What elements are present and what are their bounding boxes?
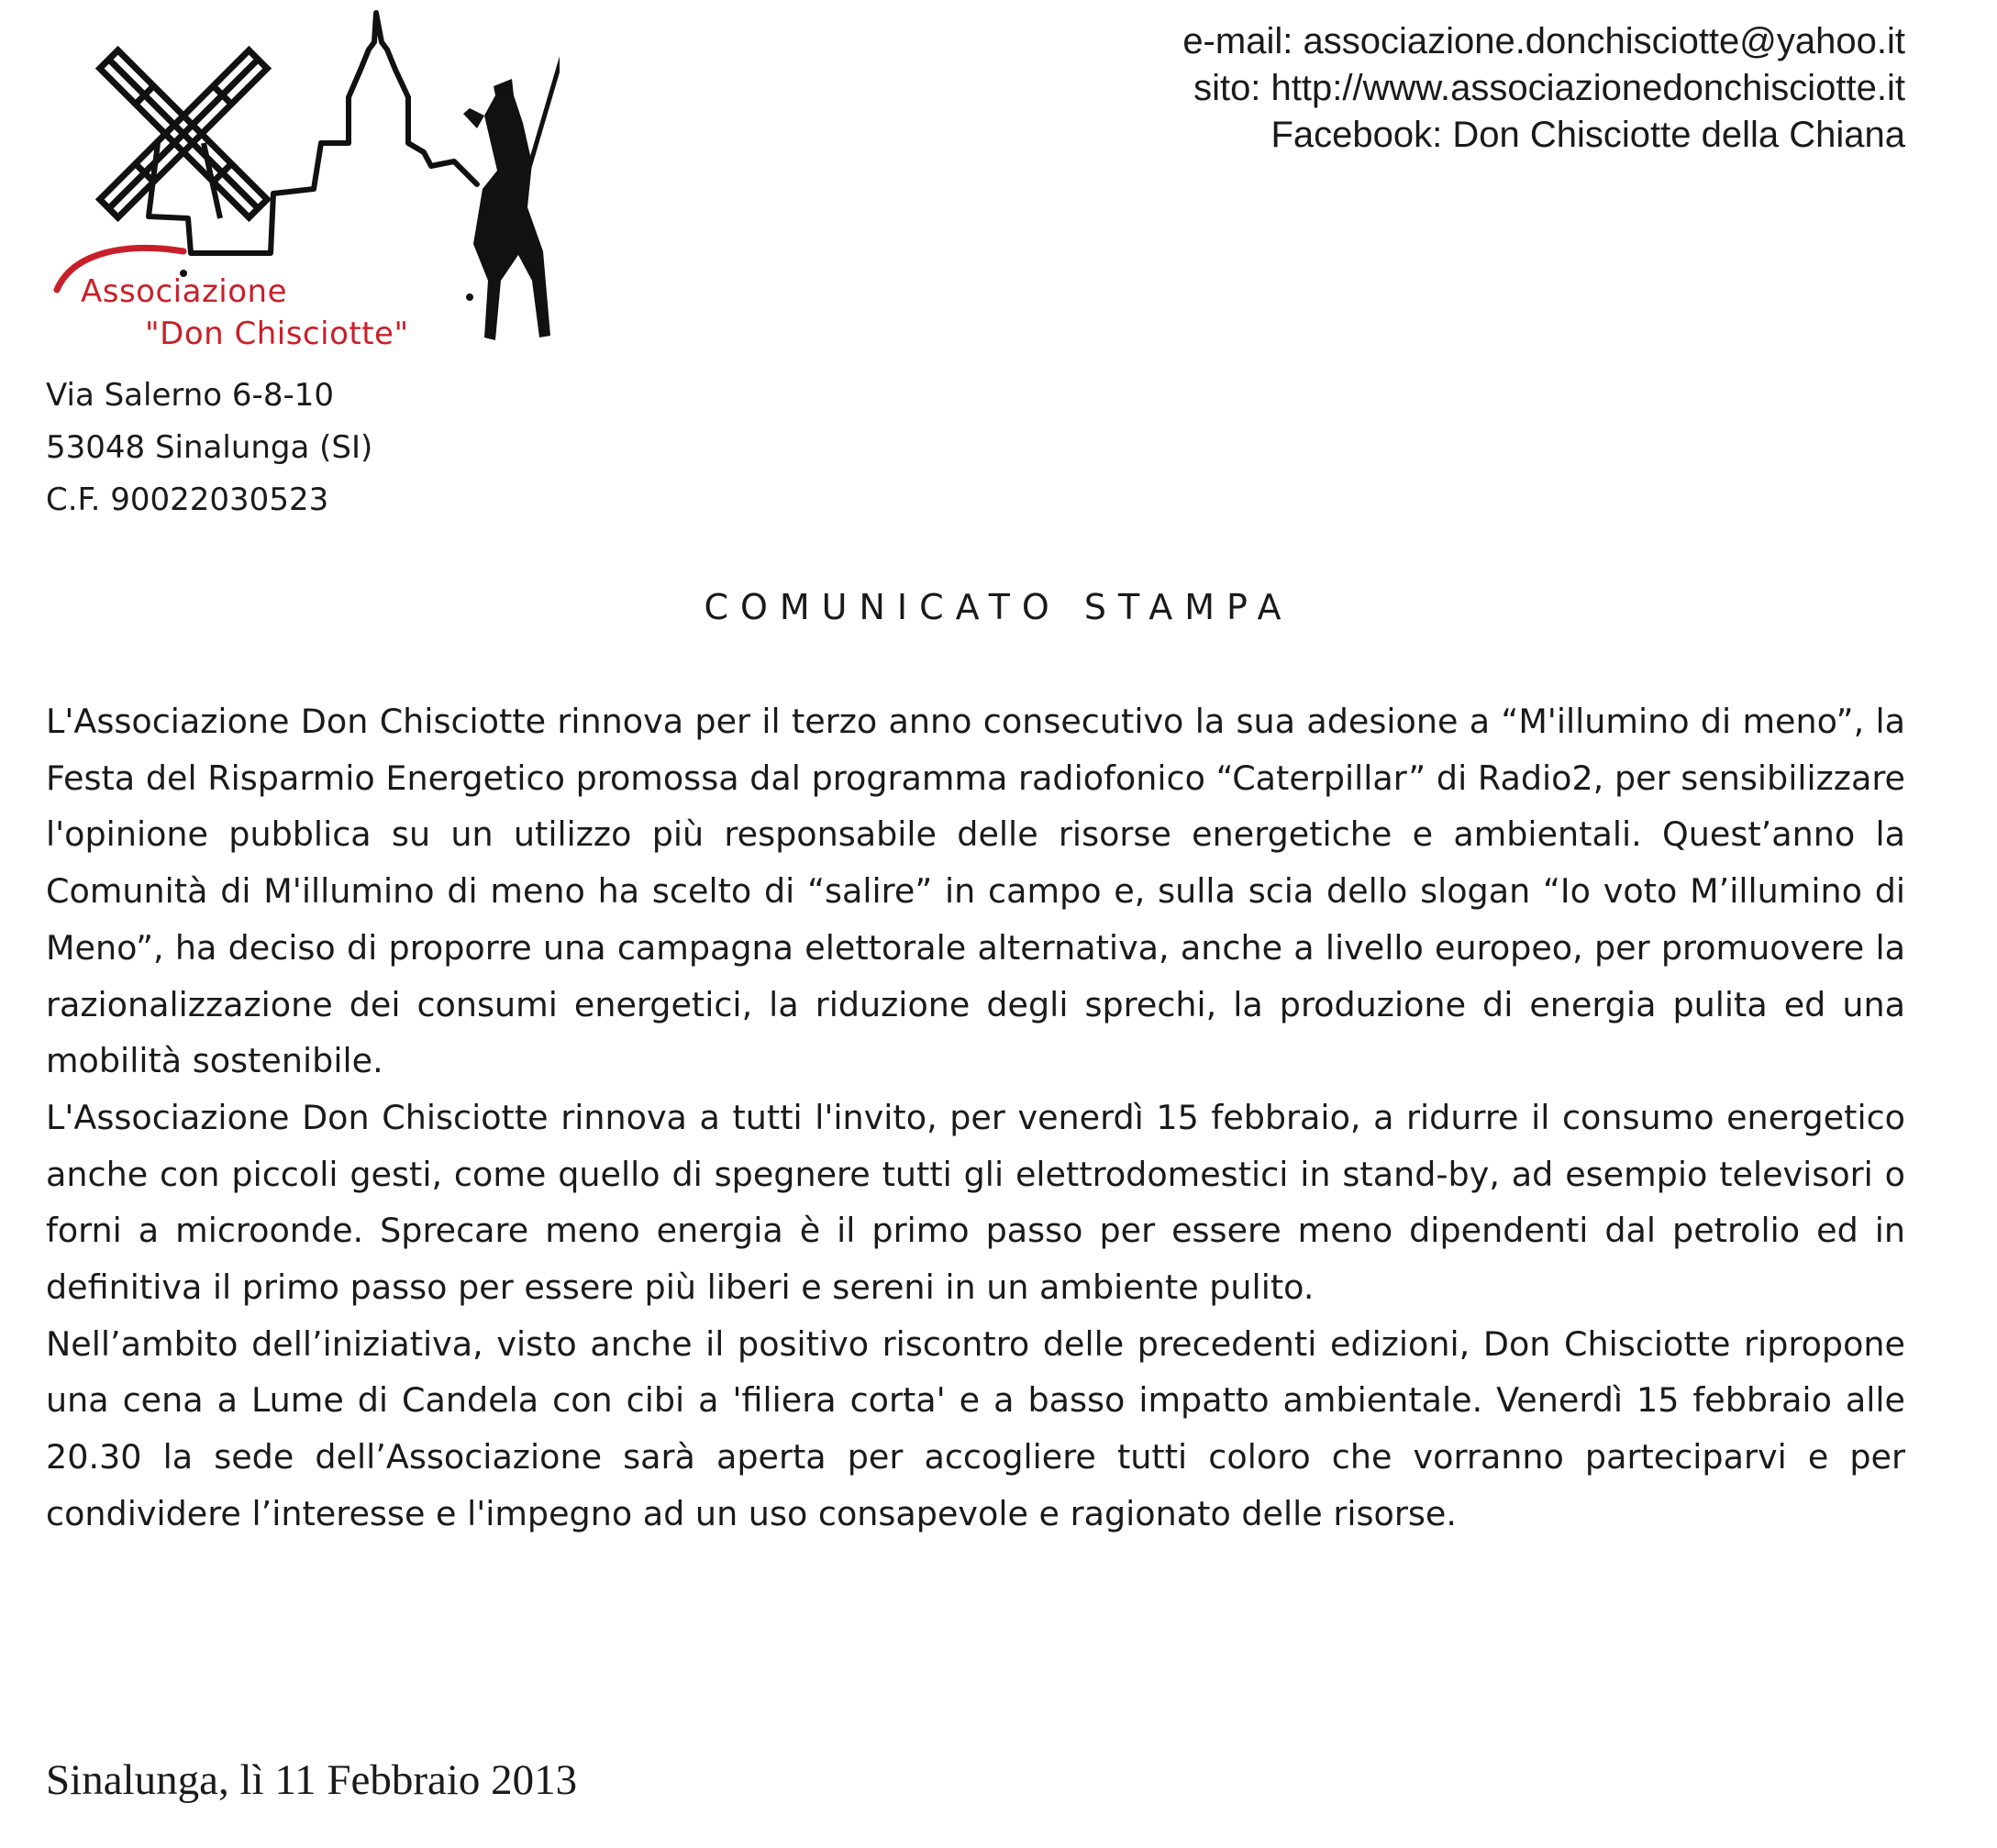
email-line: e-mail: associazione.donchisciotte@yahoo.it [1182, 21, 1905, 61]
logo-name-label: "Don Chisciotte" [145, 315, 409, 352]
contact-block [1182, 18, 1905, 159]
dateline: Sinalunga, lì 11 Febbraio 2013 [46, 1756, 578, 1804]
address-street: Via Salerno 6-8-10 [46, 377, 334, 414]
paragraph-2: L'Associazione Don Chisciotte rinnova a tutti l'invito, per venerdì 15 febbraio, a ridurre il consumo energetico anche con piccoli gesti, come quello di spegnere tutti gli elettrodomestici in stand-by, ad esempio televisori o forni a microonde. Sprecare meno energia è il primo passo per essere meno dipendenti dal petrolio ed in definitiva il primo passo per essere più liberi e sereni in un ambiente pulito. [46, 1097, 1905, 1308]
logo-association-label: Associazione [81, 273, 288, 310]
facebook-line: Facebook: Don Chisciotte della Chiana [1270, 115, 1905, 155]
website-line: sito: http://www.associazionedonchisciotte.it [1193, 68, 1905, 108]
document-title: COMUNICATO STAMPA [704, 587, 1293, 627]
address-city: 53048 Sinalunga (SI) [46, 429, 373, 466]
paragraph-1: L'Associazione Don Chisciotte rinnova per il terzo anno consecutivo la sua adesione a “M'illumino di meno”, la Festa del Risparmio Energetico promossa dal programma radiofonico “Caterpillar” di Radio2, per sensibilizzare l'opinione pubblica su un utilizzo più responsabile delle risorse energetiche e ambientali. Quest’anno la Comunità di M'illumino di meno ha scelto di “salire” in campo e, sulla scia dello slogan “Io voto M’illumino di Meno”, ha deciso di proporre una campagna elettorale alternativa, anche a livello europeo, per promuovere la razionalizzazione dei consumi energetici, la riduzione degli sprechi, la produzione di energia pulita ed una mobilità sostenibile. [46, 702, 1905, 1081]
fiscal-code: C.F. 90022030523 [46, 481, 329, 518]
address-block [46, 370, 372, 526]
press-release-body [46, 693, 1905, 1543]
paragraph-3: Nell’ambito dell’iniziativa, visto anche il positivo riscontro delle precedenti edizioni, Don Chisciotte ripropone una cena a Lume di Candela con cibi a 'filiera corta' e a basso impatto ambientale. Venerdì 15 febbraio alle 20.30 la sede dell’Associazione sarà aperta per accogliere tutti coloro che vorranno parteciparvi e per condividere l’interesse e l'impegno ad un uso consapevole e ragionato delle risorse. [46, 1323, 1905, 1533]
